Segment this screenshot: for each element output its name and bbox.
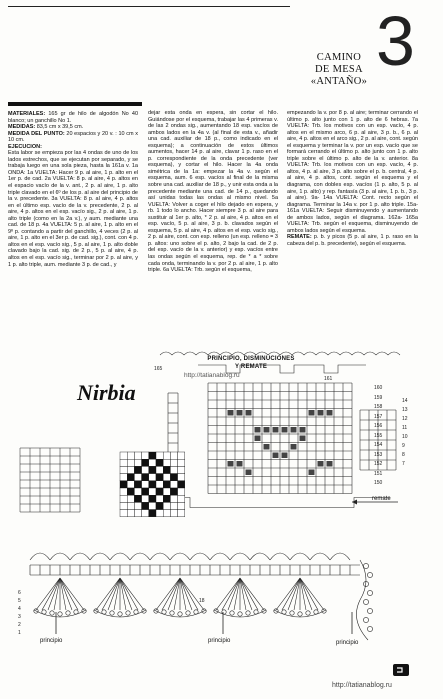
brand-logo: Nirbia	[77, 380, 136, 405]
row-number: 152	[374, 461, 383, 467]
row-number: 158	[374, 404, 383, 410]
paragraph-heading: MATERIALES:	[8, 111, 46, 117]
caption-line-2: Y REMATE	[234, 364, 268, 370]
row-number: 153	[374, 451, 383, 458]
paragraph-text: 20 espacios y 20 v. : 10 cm x 10 cm.	[8, 130, 139, 144]
row-number: 160	[374, 385, 383, 391]
row-number: 3	[18, 614, 21, 620]
row-number: 9	[402, 443, 405, 449]
row-number: 6	[18, 590, 21, 596]
paragraph-heading: REMATE:	[287, 234, 312, 241]
remate-label: remate	[372, 496, 391, 502]
principio-label-left: principio	[40, 638, 63, 644]
remate-arrowhead	[352, 500, 357, 505]
row-number: 156	[374, 423, 383, 429]
row-number: 12	[402, 416, 408, 422]
row-number: 2	[18, 622, 21, 628]
row-number: 150	[374, 480, 383, 486]
title-line-3: «ANTAÑO»	[310, 76, 368, 87]
paragraph-text: 165 gr de hilo de algodón No 40 blanco; un ganchillo No 1.	[8, 111, 138, 124]
paragraph-heading: MEDIDAS:	[8, 124, 36, 131]
title-line-2: DE MESA	[315, 64, 363, 75]
paragraph-text: empezando la v. por 8 p. al aire; terminar cerrando el último p. alto junto con 1 p. alto de 6 hebras. 7a VUELTA: Trb. los motivos con un esp. vacío, 4 p. altos en el mismo arco, 6 p. al aire, 3 p. b., 6 p. al aire, 4 p. altos en el arco sig., 2 p. al aire, cont. según el esquema y terminar la v. por un esp. vacío que se formará cerrando el último p. alto junto con 1 p. alto triple sobre el último p. alto de la v. anterior. 8a VUELTA: Trb. los motivos con un esp. vacío, 4 p. altos, 4 p. al aire, 3 p. alto sobre el p. b. central, 4 p. al aire, 4 p. altos, cont. según el esquema y el diagrama, con dobles esp. vacíos (1 p. alto, 5 p. al aire, 1 p. alto) y rep. fantasía (3 p. al aire, 1 p. b., 3 p. al aire). 9a- 14a VUELTA: Cont. recto según el diagrama. Terminar la 14a v. por 1 p. alto triple. 15a- 161a VUELTA: Seguir disminuyendo y aumentando de ambos lados, según el diagrama. 162a- 165a VUELTA: Trb. según el esquema, disminuyendo de ambos lados según el esquema.	[287, 110, 418, 234]
paragraph-heading: EJECUCION:	[8, 143, 42, 150]
lace-border	[30, 553, 373, 640]
row-number: 154	[374, 442, 383, 448]
row-number: 155	[374, 432, 383, 439]
row-number: 7	[402, 461, 405, 467]
publisher-logo	[393, 664, 409, 676]
row-number: 13	[402, 407, 408, 413]
paragraph-text: 83,5 cm x 39,5 cm.	[35, 124, 84, 131]
watermark-footer: http://tatianablog.ru	[332, 682, 392, 689]
pattern-number: 3	[376, 2, 415, 80]
caption-line-1: PRINCIPIO, DISMINUCIONES	[207, 356, 295, 362]
row-number: 4	[18, 606, 21, 612]
row-number: 157	[374, 413, 383, 420]
row-number: 14	[402, 398, 408, 404]
row-number: 161	[324, 375, 333, 382]
title-line-1: CAMINO	[316, 52, 362, 63]
paragraph-heading: MEDIDA DEL PUNTO:	[8, 130, 65, 137]
paragraph-text: p. b. y picos (5 p. al aire, 1 p. raso en la cabeza del p. b. precedente), según el esquema.	[287, 234, 418, 247]
row-number: 5	[18, 598, 21, 604]
watermark-middle: http://tatianablog.ru	[184, 372, 240, 379]
row-number: 159	[374, 394, 383, 401]
column-2-text: dejar esta onda en espera, sin cortar el hilo. Guiándose por el esquema, trabajar las 4 primeras v. de las 2 ondas sig., aumentando 18 esp. vacíos de ambos lados en la 4a v. (al final de esta v., añadir una cad. auxiliar de 18 p., como indicado en el esquema); a continuación de estos últimos aumentos, hacer 14 p. al aire, clavar 1 p. raso en el p. correspondiente de la onda precedente (ver esquema), y cortar el hilo. Hacer la 4a onda simétrica de la 1a: empezar la 4a v. según el esquema, aum. 6 esp. vacíos al final de la misma sobre una cad. auxiliar de 18 p., y unir esta onda a la precedente mediante una cad. de 14 p., quedando así unidas todas las ondas al mismo nivel. 5a VUELTA: Volver a coger el hilo dejado en espera, y rb. 1 todo lo ancho. Hacer siempre 3 p. al aire para sustituir al 1er p. alto, * 2 p. al aire, 4 p. altos en el esp. vacío, 5 p. al aire, 3 p. b. clavados según el esquema, 5 p. al aire, 4 p. altos en el esp. vacío sig., 2 p. al aire, cont. con esp. relleno (un esp. relleno = 3 p. altos: uno sobre el p. alto, 2 bajo la cad. de 2 p. del esp. vacío de la v. anterior) y esp. vacíos entre las ondas según el esquema, rep. de * a * sobre cada onda, terminando la v. por 2 p. al aire, 1 p. alto triple. 6a VUELTA: Trb. según el esquema,	[148, 110, 278, 274]
principio-label-mid: principio	[208, 638, 231, 644]
motif-square	[20, 448, 185, 517]
row-number: 165	[154, 366, 163, 372]
filet-grid-block	[150, 352, 400, 508]
row-number: 1	[18, 630, 21, 636]
row-number: 18	[199, 598, 205, 604]
row-number: 11	[402, 425, 408, 431]
paragraph-text: Esta labor se empieza por las 4 ondas de uno de los lados estrechos, que se ejecutan por separado, y se trabaja luego en una sola pieza, hasta la 161a v. 1a ONDA: 1a VUELTA: Hacer 9 p. al aire, 1 p. alto en el 1er p. de cad. 2a VUELTA: 8 p. al aire, 4 p. altos en el espacio vacío de la v. ant., 2 p. al aire, 1 p. alto triple clavado en el 6º de los p. al aire del principio de la v. precedente. 3a VUELTA: 8 p. al aire, 4 p. altos en el último esp. vacío de la v. precedente, 2 p. al aire, 4 p. altos en el esp. vacío sig., 2 p. al aire, 1 p. alto triple (como en la 2a v.), y aum. mediante una cad. de 18 p. 4a VUELTA: 5 p. al aire, 1 p. alto en el 9º p. contando a partir del ganchillo, 4 veces (2 p. al aire, 1 p. alto en el 3er p. de cad. sig.), cont. con 4 p. altos en el esp. vacío sig., 5 p. al aire, 1 p. alto doble clavado bajo la cad. sig. de 2 p., 5 p. al aire, 4 p. altos en el esp. vacío sig., terminar por 2 p. al aire, y 1 p. alto triple, aum. mediante 3 p. de cad., y	[8, 150, 138, 268]
row-number: 8	[402, 452, 405, 458]
row-number: 151	[374, 470, 383, 477]
row-number: 10	[402, 434, 408, 440]
principio-label-right: principio	[336, 640, 359, 646]
